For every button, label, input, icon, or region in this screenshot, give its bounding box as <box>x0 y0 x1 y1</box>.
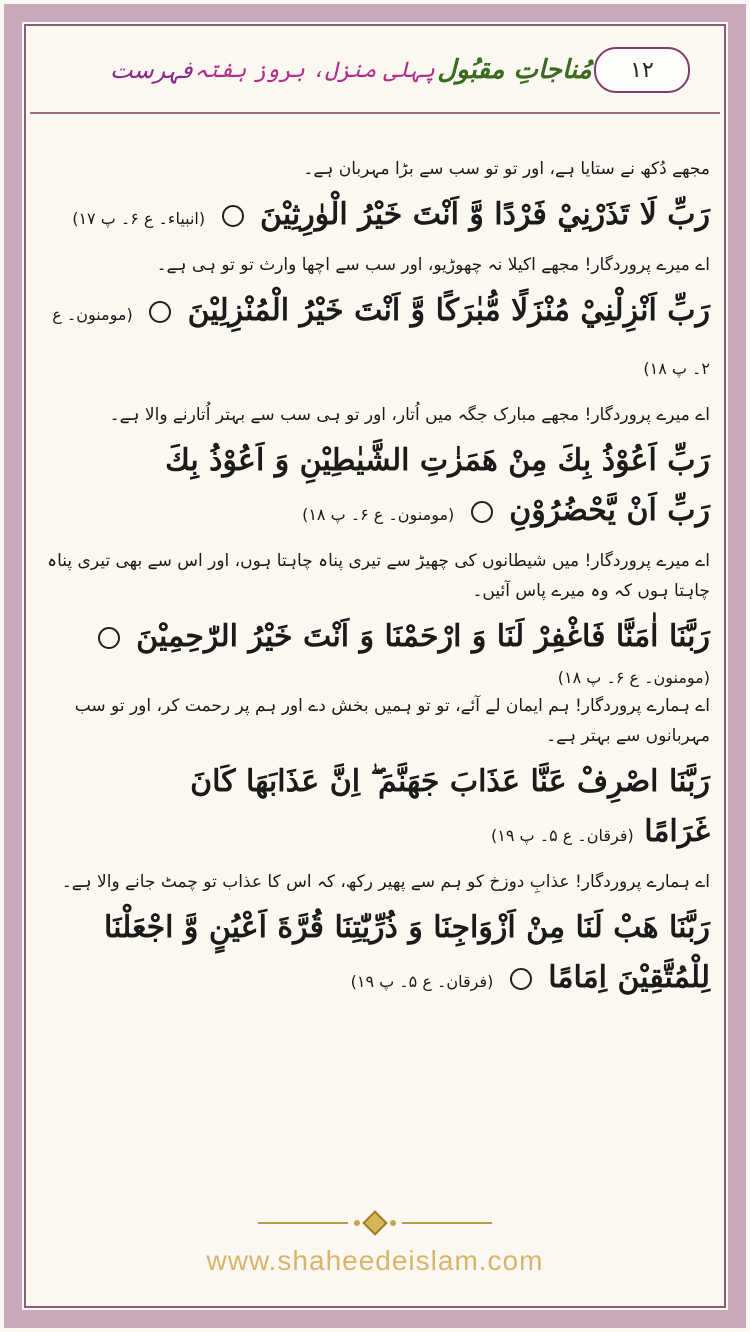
arabic-text: لِلْمُتَّقِيْنَ اِمَامًا <box>548 960 710 995</box>
translation: اے میرے پروردگار! مجھے اکیلا نہ چھوڑیو، اور سب سے اچھا وارث تو تو ہی ہے۔ <box>156 255 710 275</box>
arabic-text: رَبَّنَا اصْرِفْ عَنَّا عَذَابَ جَهَنَّمَ ۖ اِنَّ عَذَابَهَا كَانَ <box>190 764 710 799</box>
reference: (مومنون۔ ع ۲۔ پ ۱۸) <box>52 305 710 378</box>
reference: (مومنون۔ ع ۶۔ پ ۱۸) <box>557 668 710 687</box>
contents-link[interactable]: فہرست <box>110 56 193 84</box>
translation: اے ہمارے پروردگار! ہم ایمان لے آئے، تو تو ہمیں بخش دے اور ہم پر رحمت کر، اور تو سب مہربانوں سے بہتر ہے۔ <box>74 696 710 746</box>
ornament-dot <box>354 1220 360 1226</box>
verse-end-icon <box>222 205 244 227</box>
arabic-dua <box>40 903 710 1007</box>
arabic-text: رَبِّ اَنْزِلْنِيْ مُنْزَلًا مُّبٰرَكًا وَّ اَنْتَ خَيْرُ الْمُنْزِلِيْنَ <box>187 293 710 328</box>
arabic-text: رَبِّ لَا تَذَرْنِيْ فَرْدًا وَّ اَنْتَ خَيْرُ الْوٰرِثِيْنَ <box>260 197 710 232</box>
arabic-text: غَرَامًا <box>644 814 710 849</box>
translation: اے میرے پروردگار! مجھے مبارک جگہ میں اُتار، اور تو ہی سب سے بہتر اُتارنے والا ہے۔ <box>109 405 710 425</box>
translation: اے میرے پروردگار! میں شیطانوں کی چھیڑ سے تیری پناہ چاہتا ہوں، اور اس سے بھی تیری پناہ چاہتا ہوں کہ وہ میرے پاس آئیں۔ <box>47 551 710 601</box>
verse-end-icon <box>98 627 120 649</box>
arabic-dua <box>40 190 710 244</box>
arabic-text: رَبَّنَا اٰمَنَّا فَاغْفِرْ لَنَا وَ ارْحَمْنَا وَ اَنْتَ خَيْرُ الرّٰحِمِيْنَ <box>136 619 710 654</box>
page-header <box>30 30 720 110</box>
reference: (انبیاء۔ ع ۶۔ پ ۱۷) <box>72 209 206 228</box>
reference: (مومنون۔ ع ۶۔ پ ۱۸) <box>302 505 455 524</box>
arabic-dua <box>40 612 710 662</box>
book-title: مُناجاتِ مقبُول <box>437 55 592 85</box>
arabic-dua <box>40 757 710 861</box>
footer-ornament <box>0 1208 750 1238</box>
manzil-label: پہلی منزل، بروز ہفتہ <box>194 57 435 83</box>
ornament-bar <box>402 1222 492 1224</box>
ornament-diamond-icon <box>362 1210 387 1235</box>
ornament-dot <box>390 1220 396 1226</box>
verse-end-icon <box>510 968 532 990</box>
page-content <box>40 150 710 1212</box>
verse-end-icon <box>149 301 171 323</box>
arabic-text: رَبَّنَا هَبْ لَنَا مِنْ اَزْوَاجِنَا وَ ذُرِّيّٰتِنَا قُرَّةَ اَعْيُنٍ وَّ اجْعَلْنَا <box>103 910 710 945</box>
translation: اے ہمارے پروردگار! عذابِ دوزخ کو ہم سے پھیر رکھ، کہ اس کا عذاب تو چمٹ جانے والا ہے۔ <box>61 872 710 892</box>
page-number: ۱۲ <box>594 47 690 93</box>
header-divider <box>30 112 720 114</box>
reference: (فرقان۔ ع ۵۔ پ ۱۹) <box>350 972 494 991</box>
verse-end-icon <box>471 501 493 523</box>
website-link[interactable]: www.shaheedeislam.com <box>206 1245 544 1276</box>
arabic-text: رَبِّ اَنْ يَّحْضُرُوْنِ <box>509 493 710 528</box>
arabic-dua <box>40 286 710 394</box>
translation: مجھے دُکھ نے ستایا ہے، اور تو تو سب سے بڑا مہربان ہے۔ <box>303 159 710 179</box>
arabic-text: رَبِّ اَعُوْذُ بِكَ مِنْ هَمَزٰتِ الشَّيٰطِيْنِ وَ اَعُوْذُ بِكَ <box>165 443 710 478</box>
ornament-bar <box>258 1222 348 1224</box>
reference: (فرقان۔ ع ۵۔ پ ۱۹) <box>491 826 634 845</box>
arabic-dua <box>40 436 710 540</box>
